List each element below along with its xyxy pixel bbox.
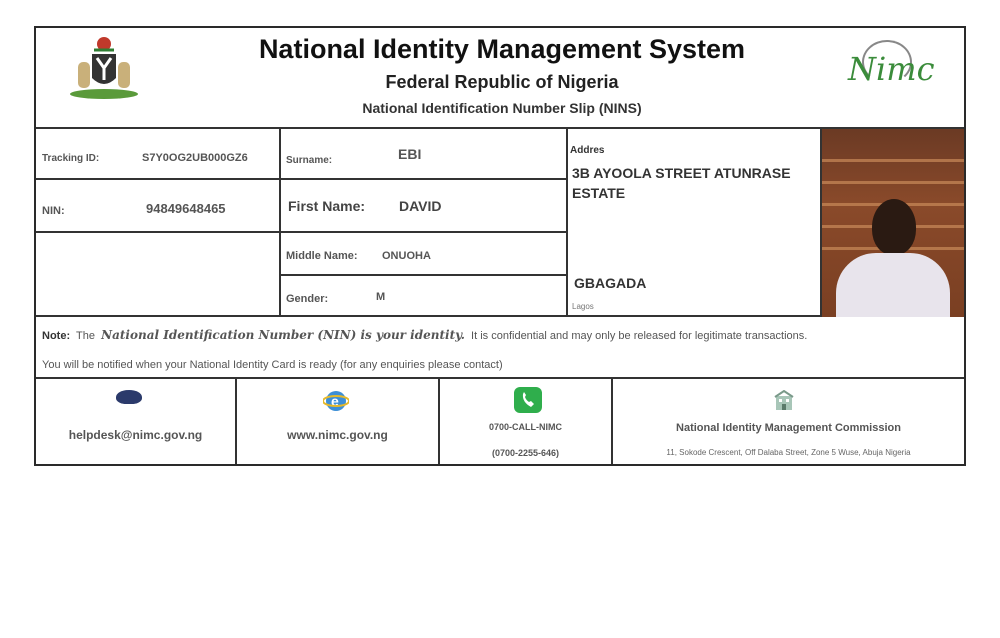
first-name-label: First Name:: [288, 198, 366, 214]
tracking-id-label: Tracking ID:: [42, 153, 100, 164]
note-line2: You will be notified when your National Identity Card is ready (for any enquiries please contact): [42, 359, 503, 371]
svg-text:e: e: [331, 393, 339, 409]
page-subtitle: Federal Republic of Nigeria: [385, 72, 619, 92]
surname-value: EBI: [398, 146, 422, 162]
footer-website[interactable]: www.nimc.gov.ng: [287, 428, 388, 442]
phone-icon: [514, 387, 542, 413]
address-state: Lagos: [572, 302, 594, 311]
note-rest: It is confidential and may only be released for legitimate transactions.: [471, 330, 808, 342]
note-the: The: [76, 330, 95, 342]
middle-name-value: ONUOHA: [382, 250, 431, 262]
first-name-value: DAVID: [399, 198, 442, 214]
note-line1: [42, 328, 962, 342]
browser-icon: [323, 388, 349, 414]
footer-phone-line2: (0700-2255-646): [491, 448, 560, 458]
page-title: National Identity Management System: [258, 34, 746, 64]
footer-org-name: National Identity Management Commission: [676, 422, 901, 434]
middle-name-label: Middle Name:: [286, 250, 358, 262]
logo-text: Nimc: [848, 50, 935, 88]
address-lga: GBAGADA: [574, 275, 647, 291]
address-line1: 3B AYOOLA STREET ATUNRASE: [572, 165, 791, 181]
footer-org-address: 11, Sokode Crescent, Off Dalaba Street, Zone 5 Wuse, Abuja Nigeria: [666, 448, 911, 457]
footer-email[interactable]: helpdesk@nimc.gov.ng: [68, 428, 203, 442]
building-icon: [773, 390, 795, 412]
nin-label: NIN:: [42, 205, 65, 217]
helpdesk-icon: [116, 390, 142, 404]
note-emphasis: National Identification Number (NIN) is your identity.: [101, 328, 465, 342]
slip-name: National Identification Number Slip (NINS): [362, 100, 642, 116]
footer-org-cell: [613, 380, 964, 464]
address-label: Addres: [570, 145, 605, 156]
nin-slip: [34, 26, 966, 466]
nimc-logo: [842, 36, 935, 96]
address-line2: ESTATE: [572, 185, 626, 201]
holder-photo: [822, 129, 964, 317]
footer-website-cell: [237, 380, 438, 464]
surname-label: Surname:: [286, 155, 333, 166]
footer-email-cell: [36, 380, 235, 464]
tracking-id-value: S7Y0OG2UB000GZ6: [142, 152, 248, 164]
gender-value: M: [376, 291, 386, 303]
footer-phone-cell: [440, 380, 611, 464]
gender-label: Gender:: [286, 293, 329, 305]
note-prefix: Note:: [42, 330, 71, 342]
nin-value: 94849648465: [146, 201, 226, 216]
footer-phone-line1: 0700-CALL-NIMC: [488, 422, 562, 432]
